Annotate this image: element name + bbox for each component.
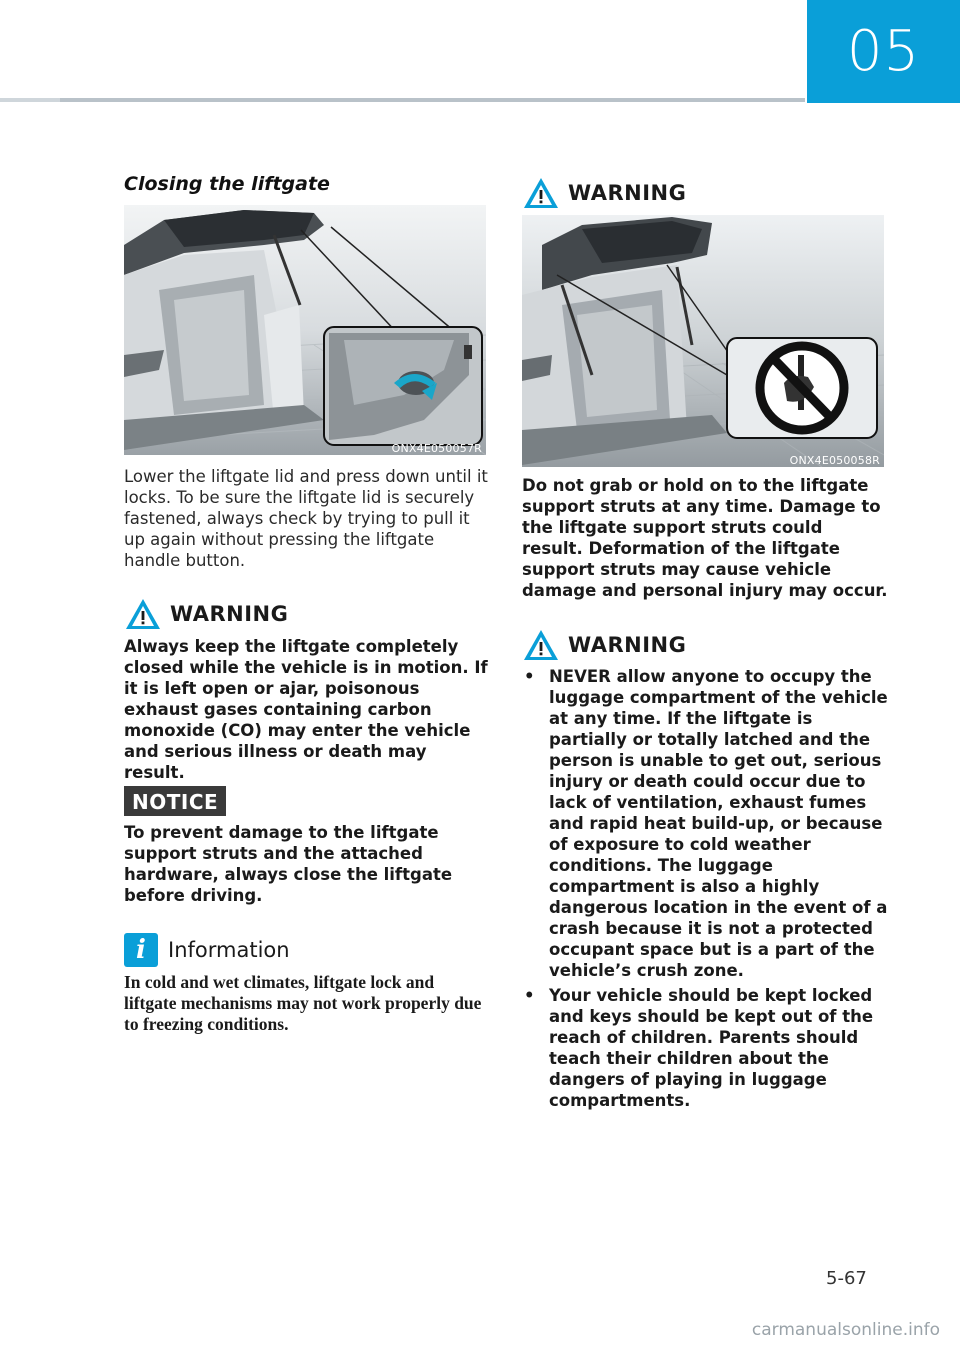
warning-triangle-icon — [522, 176, 560, 210]
warning-bullet-list — [522, 666, 888, 1115]
warning-heading — [522, 176, 686, 210]
warning-heading — [124, 597, 288, 631]
watermark: carmanualsonline.info — [751, 1320, 940, 1340]
figure-caption: ONX4E050058R — [789, 454, 880, 467]
section-title: Closing the liftgate — [124, 173, 330, 195]
warning-heading — [522, 628, 686, 662]
list-item — [522, 666, 888, 981]
notice-text: To prevent damage to the liftgate support struts and the attached hardware, always close the liftgate before driving. — [124, 823, 453, 905]
figure-caption: ONX4E050057R — [391, 442, 482, 455]
page-number: 5-67 — [826, 1268, 867, 1289]
notice-label: NOTICE — [124, 786, 226, 816]
warning-triangle-icon — [522, 628, 560, 662]
do-not-grab-struts-illustration — [522, 215, 884, 467]
warning-label: WARNING — [170, 602, 289, 626]
warning-text: Do not grab or hold on to the liftgate support struts at any time. Damage to the liftgate support struts could result. Deformation of the liftgate support struts may cause vehicle damage and personal injury may occur. — [522, 476, 888, 600]
header-rule-accent — [0, 98, 60, 102]
information-label: Information — [168, 938, 290, 962]
header-rule — [0, 98, 805, 102]
warning-label: WARNING — [568, 633, 687, 657]
bullet-text: NEVER allow anyone to occupy the luggage compartment of the vehicle at any time. If the liftgate is partially or totally latched and the person is unable to get out, serious injury or death could occur due to lack of ventilation, exhaust fumes and rapid heat build-up, or because of exposure to cold weather conditions. The luggage compartment is also a highly dangerous location in the event of a crash because it is not a protected occupant space but is a part of the vehicle’s crush zone. — [549, 667, 888, 980]
information-text: In cold and wet climates, liftgate lock and liftgate mechanisms may not work properly due to freezing conditions. — [124, 972, 482, 1034]
chapter-number: 05 — [846, 19, 921, 84]
liftgate-closing-illustration — [124, 205, 486, 455]
list-item — [522, 985, 888, 1111]
bullet-marker: • — [524, 667, 535, 686]
warning-text: Always keep the liftgate completely closed while the vehicle is in motion. If it is left open or ajar, poisonous exhaust gases containing carbon monoxide (CO) may enter the vehicle and serious illness or death may result. — [124, 637, 488, 782]
bullet-marker: • — [524, 986, 535, 1005]
information-heading — [124, 931, 290, 969]
closing-instructions: Lower the liftgate lid and press down until it locks. To be sure the liftgate lid is securely fastened, always check by trying to pull it up again without pressing the liftgate handle button. — [124, 467, 488, 570]
warning-triangle-icon — [124, 597, 162, 631]
bullet-text: Your vehicle should be kept locked and keys should be kept out of the reach of children. Parents should teach their children about the dangers of playing in luggage compartments. — [549, 986, 874, 1110]
info-icon: i — [124, 933, 158, 967]
chapter-tab — [807, 0, 960, 103]
warning-label: WARNING — [568, 181, 687, 205]
